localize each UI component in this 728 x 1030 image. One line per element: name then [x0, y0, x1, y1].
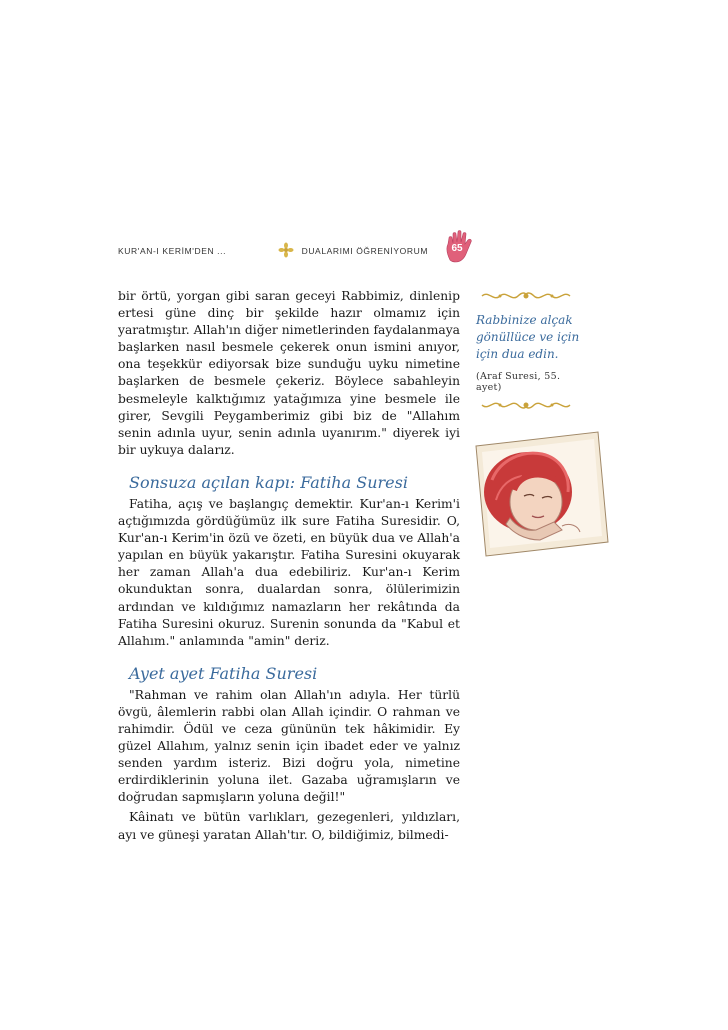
main-text-column	[118, 288, 460, 844]
header-book-title: KUR'AN-I KERİM'DEN ...	[118, 246, 227, 256]
sidebar-quote-box	[476, 288, 586, 413]
ornament-bottom-icon	[480, 397, 572, 413]
paragraph: Kâinatı ve bütün varlıkları, gezegenleri, yıldızları, ayı ve güneşi yaratan Allah'tır. O, bildiğimiz, bilmedi-	[118, 810, 460, 842]
header-chapter-title: DUALARIMI ÖĞRENİYORUM	[301, 246, 428, 256]
running-header	[118, 244, 468, 262]
paragraph: "Rahman ve rahim olan Allah'ın adıyla. Her türlü övgü, âlemlerin rabbi olan Allah içindir. O rahman ve rahimdir. Ödül ve ceza gününün tek hâkimidir. Ey güzel Allahım, yalnız senin için ibadet eder ve yalnız senden yardım isteriz. Bizi doğru yola, nimetine erdirdiklerinin yoluna ilet. Gazaba uğramışların ve doğrudan sapmışların yoluna değil!"	[118, 687, 460, 805]
page-number: 65	[451, 243, 463, 254]
paragraph: bir örtü, yorgan gibi saran geceyi Rabbimiz, dinlenip ertesi güne dinç bir şekilde hazır olmamız için yaratmıştır. Allah'ın diğer nimetlerinden faydalanmaya başlarken nasıl besmele çekerek onun ismini anıyor, ona teşekkür ediyorsak bize sunduğu uyku nimetine başlarken de besmele çekeriz. Böylece sabahleyin besmeleyle kalktığımız yatağımıza yine besmele ile girer, Sevgili Peygamberimiz gibi biz de "Allahım senin adınla uyur, senin adınla uyanırım." diyerek iyi bir uykuya dalarız.	[118, 289, 460, 457]
quote-source: (Araf Suresi, 55. ayet)	[476, 371, 561, 393]
sidebar-quote: Rabbinize alçak gönüllüce ve için için dua edin.	[476, 313, 580, 361]
sleeping-child-illustration	[470, 430, 612, 558]
section-heading: Sonsuza açılan kapı: Fatiha Suresi	[129, 472, 408, 492]
paragraph: Fatiha, açış ve başlangıç demektir. Kur'an-ı Kerim'i açtığımızda gördüğümüz ilk sure Fatiha Suresidir. O, Kur'an-ı Kerim'in özü ve özeti, en büyük dua ve Allah'a yapılan en büyük yakarıştır. Fatiha Suresini okuyarak her zaman Allah'a dua edebiliriz. Kur'an-ı Kerim okunduktan sonra, dualardan sonra, ölülerimizin ardından ve kıldığımız namazların her rekâtında da Fatiha Suresini okuruz. Surenin sonunda da "Kabul et Allahım." anlamında "amin" deriz.	[118, 496, 460, 648]
flower-ornament-icon	[278, 242, 294, 258]
ornament-top-icon	[480, 288, 572, 304]
section-heading: Ayet ayet Fatiha Suresi	[129, 663, 318, 683]
